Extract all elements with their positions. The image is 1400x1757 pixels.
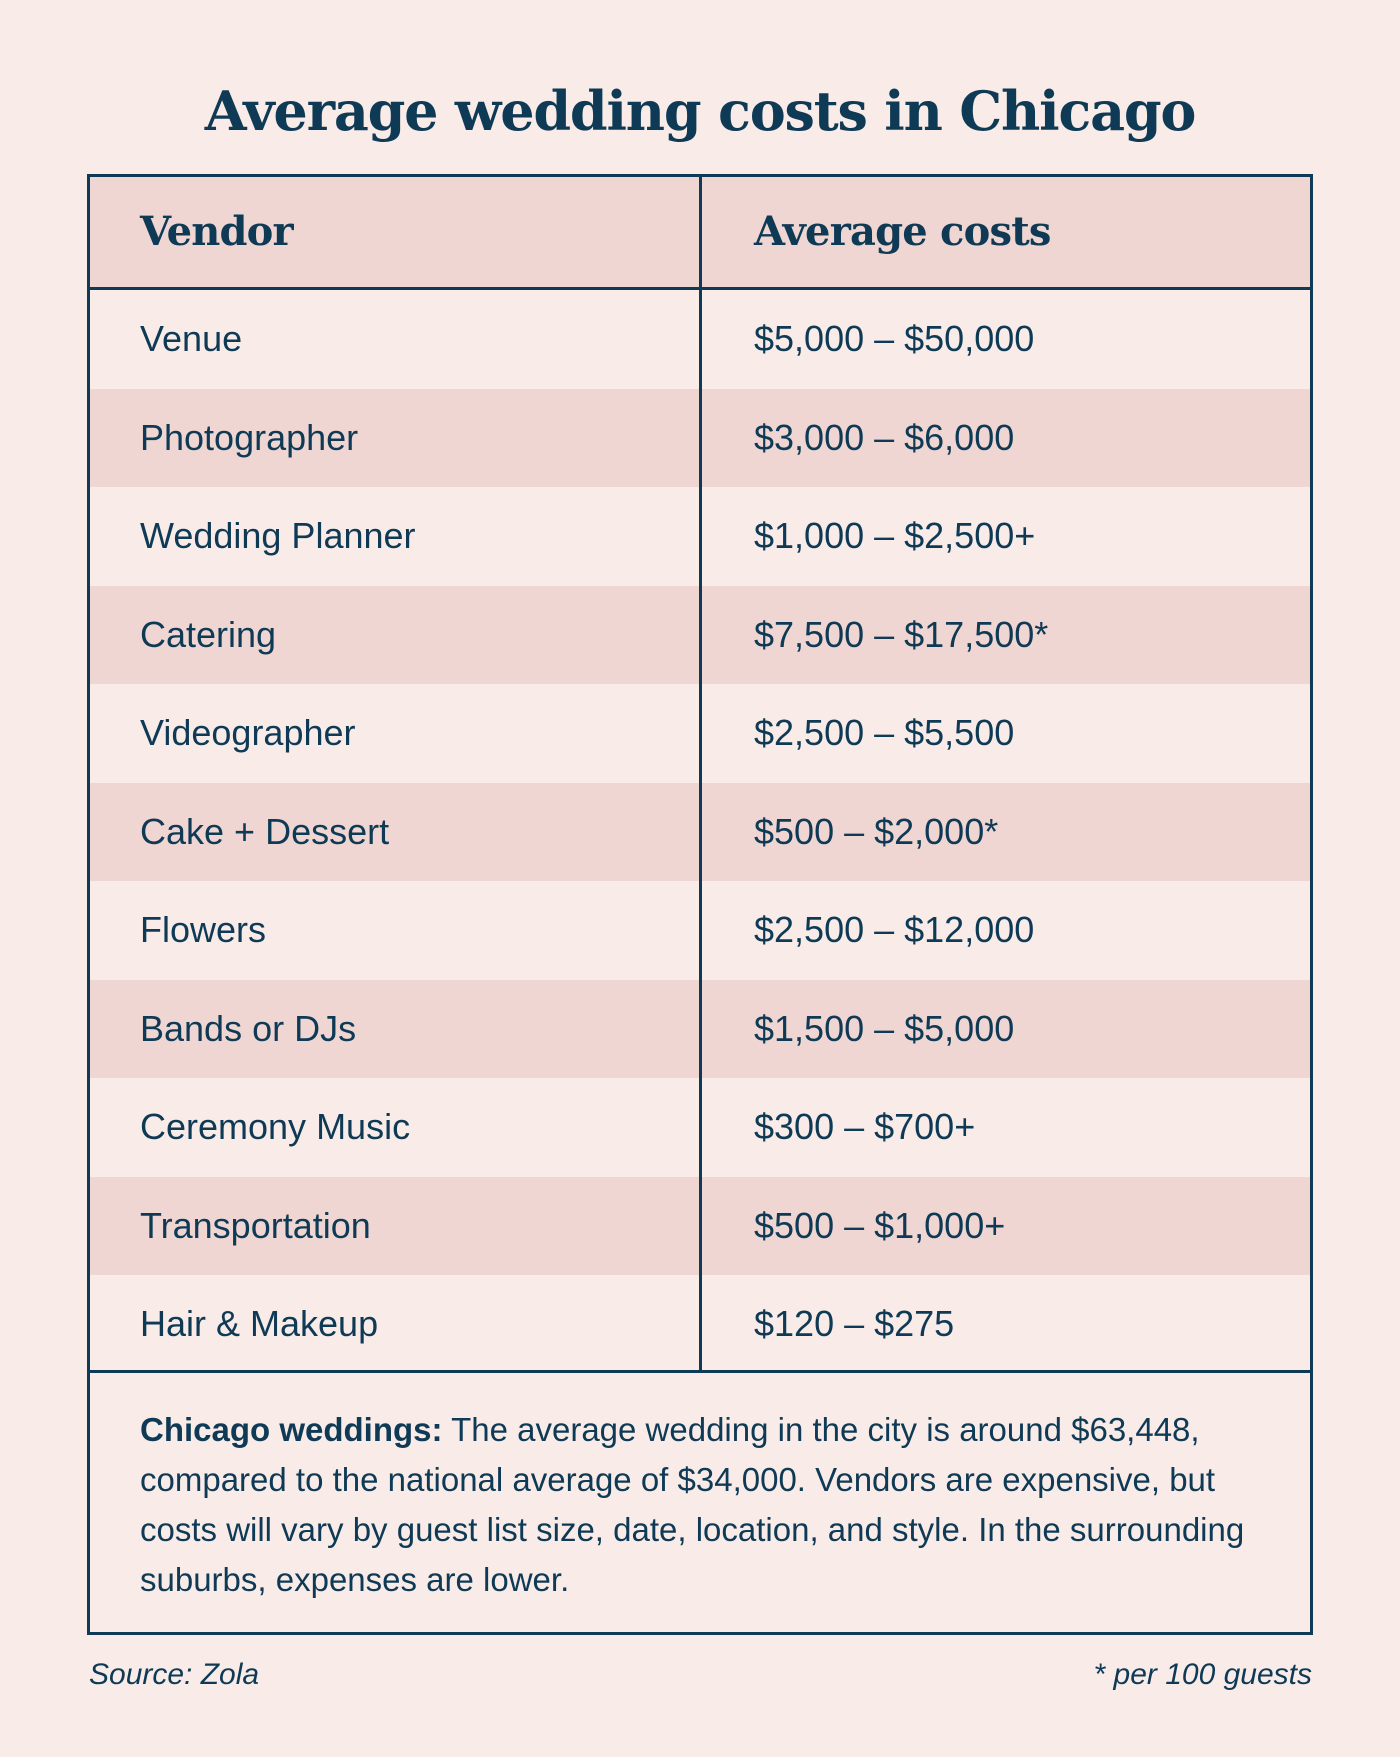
vendor-cell: Wedding Planner bbox=[140, 515, 416, 556]
vendor-cell: Catering bbox=[140, 613, 277, 655]
source-credit: Source: Zola bbox=[89, 1658, 260, 1691]
vendor-cell: Hair & Makeup bbox=[140, 1303, 379, 1344]
cost-cell: $2,500 – $5,500 bbox=[754, 712, 1015, 753]
cost-cell: $1,500 – $5,000 bbox=[754, 1007, 1015, 1049]
vendor-cell: Photographer bbox=[140, 416, 359, 458]
summary-note bbox=[140, 1405, 1270, 1605]
vendor-cell: Venue bbox=[140, 318, 243, 359]
vendor-cell: Transportation bbox=[140, 1204, 371, 1246]
cost-cell: $500 – $2,000* bbox=[754, 810, 999, 852]
page-title: Average wedding costs in Chicago bbox=[204, 79, 1196, 143]
vendor-cell: Videographer bbox=[140, 712, 356, 753]
cost-cell: $1,000 – $2,500+ bbox=[754, 515, 1036, 556]
note-divider bbox=[90, 1370, 1310, 1373]
column-divider bbox=[699, 177, 702, 1373]
column-header-average-costs: Average costs bbox=[754, 208, 1051, 255]
vendor-cell: Bands or DJs bbox=[140, 1007, 357, 1049]
summary-note-lead: Chicago weddings: bbox=[140, 1411, 443, 1448]
cost-cell: $5,000 – $50,000 bbox=[754, 318, 1035, 359]
cost-cell: $7,500 – $17,500* bbox=[754, 613, 1049, 655]
footnote-per-guests: * per 100 guests bbox=[1093, 1658, 1312, 1691]
cost-cell: $500 – $1,000+ bbox=[754, 1204, 1006, 1246]
cost-table bbox=[87, 174, 1313, 1635]
cost-cell: $120 – $275 bbox=[754, 1303, 955, 1344]
vendor-cell: Cake + Dessert bbox=[140, 810, 390, 852]
cost-cell: $300 – $700+ bbox=[754, 1106, 976, 1147]
vendor-cell: Ceremony Music bbox=[140, 1106, 411, 1147]
summary-note-text: The average wedding in the city is around $63,448, compared to the national average of $34,000. Vendors are expensive, but costs will vary by guest list size, date, location, and style. In the surrounding suburbs, expenses are lower. bbox=[140, 1411, 1245, 1598]
column-header-vendor: Vendor bbox=[140, 208, 293, 255]
cost-cell: $2,500 – $12,000 bbox=[754, 909, 1035, 950]
vendor-cell: Flowers bbox=[140, 909, 267, 950]
cost-cell: $3,000 – $6,000 bbox=[754, 416, 1015, 458]
